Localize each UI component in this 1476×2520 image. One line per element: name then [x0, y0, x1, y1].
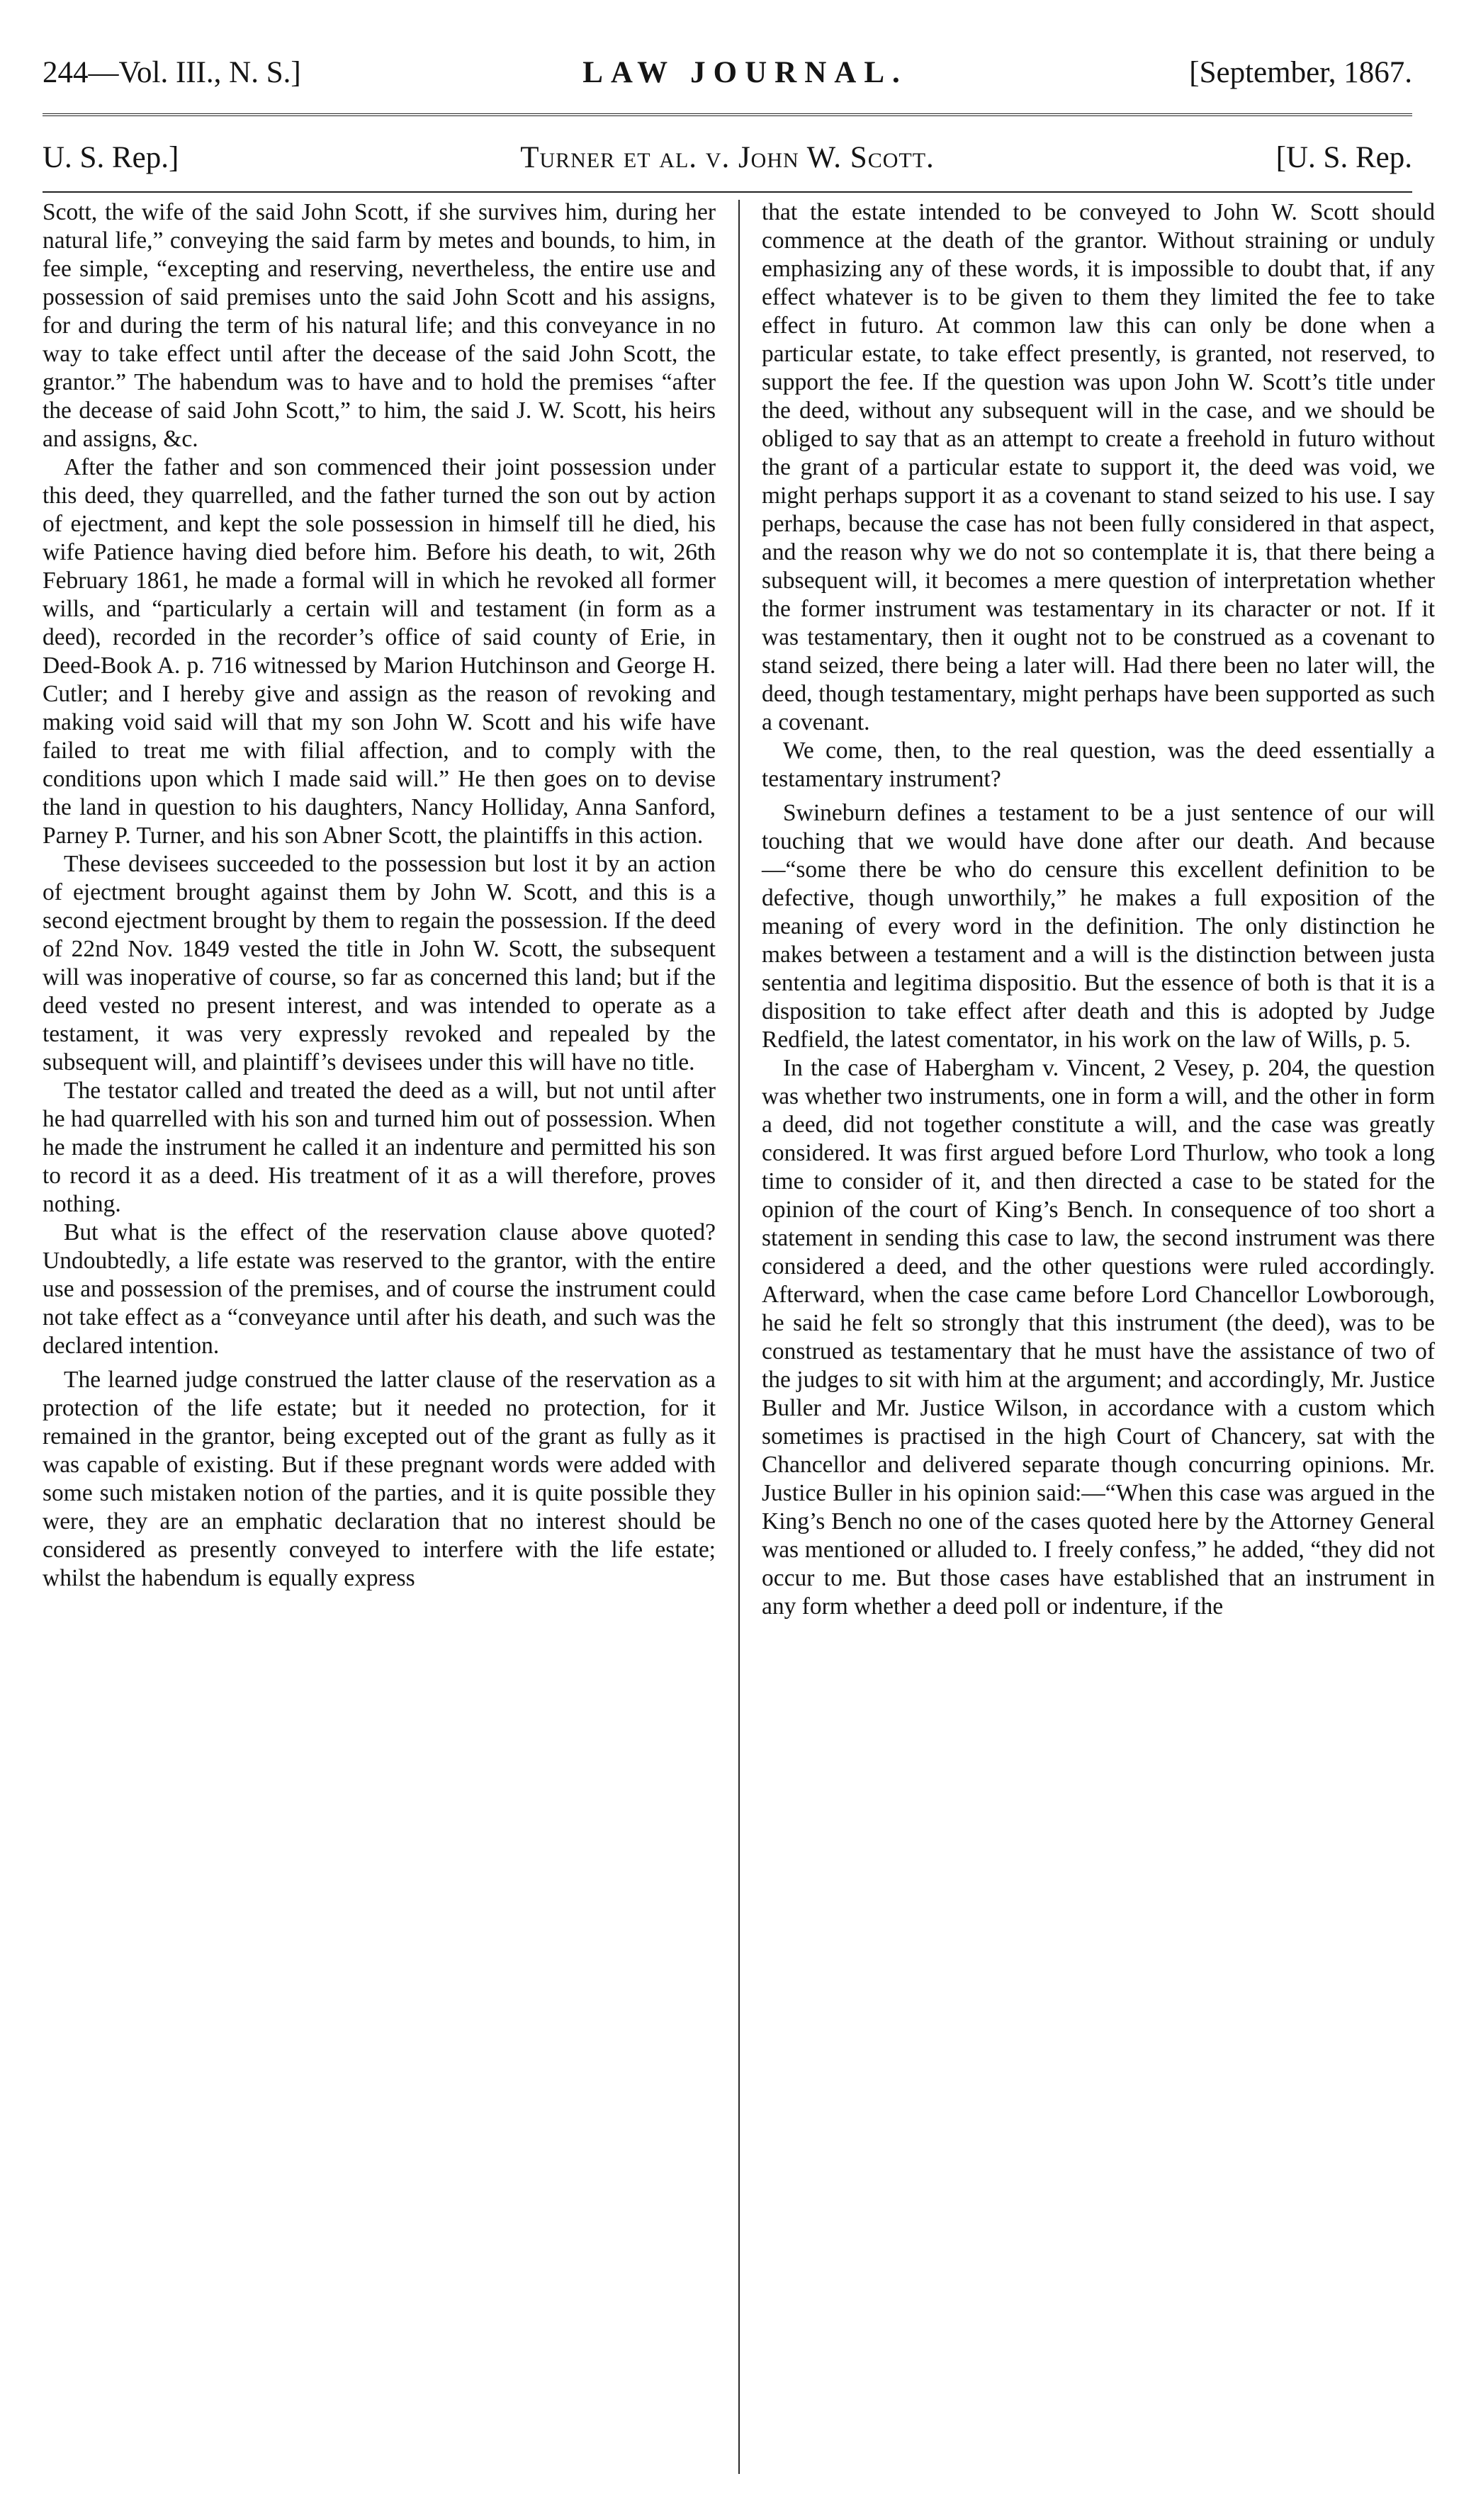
paragraph: Swineburn defines a testament to be a just sentence of our will touching that we would have done after our death. And because—“some there be who do censure this excellent definition to be defective, though unworthily,” he makes a full exposition of the meaning of every word in the definition. The only distinction he makes between a testament and a will is the distinction between justa sententia and legitima dispositio. But the essence of both is that it is a disposition to take effect after death and this is adopted by Judge Redfield, the latest comentator, in his work on the law of Wills, p. 5. [762, 800, 1435, 1053]
paragraph: After the father and son commenced their joint possession under this deed, they quarrelled, and the father turned the son out by action of ejectment, and kept the sole possession in himself till he died, his wife Patience having died before him. Before his death, to wit, 26th February 1861, he made a formal will in which he revoked all former wills, and “particularly a certain will and testament (in form as a deed), recorded in the recorder’s office of said county of Erie, in Deed-Book A. p. 716 witnessed by Marion Hutchinson and George H. Cutler; and I hereby give and assign as the reason of revoking and making void said will that my son John W. Scott and his wife have failed to treat me with filial affection, and to comply with the conditions upon which I made said will.” He then goes on to devise the land in question to his daughters, Nancy Holliday, Anna Sanford, Parney P. Turner, and his son Abner Scott, the plaintiffs in this action. [43, 454, 716, 849]
paragraph: The learned judge construed the latter clause of the reservation as a protection of the life estate; but it needed no protection, for it remained in the grantor, being excepted out of the grant as fully as it was capable of existing. But if these pregnant words were added with some such mistaken notion of the parties, and it is quite possible they were, they are an emphatic declaration that no interest should be considered as presently conveyed to interfere with the life estate; whilst the habendum is equally express [43, 1367, 716, 1591]
paragraph: that the estate intended to be conveyed to John W. Scott should commence at the death of the grantor. Without straining or unduly emphasizing any of these words, it is impossible to doubt that, if any effect whatever is to be given to them they limited the fee to take effect in futuro. At common law this can only be done when a particular estate, to take effect presently, is granted, not reserved, to support the fee. If the question was upon John W. Scott’s title under the deed, without any subsequent will in the case, and we should be obliged to say that as an attempt to create a freehold in futuro without the grant of a particular estate to support it, the deed was void, we might perhaps support it as a covenant to stand seized to his use. I say perhaps, because the case has not been fully considered in that aspect, and the reason why we do not so contemplate it is, that there being a subsequent will, it becomes a mere question of interpretation whether the former instrument was testamentary in its character or not. If it was testamentary, then it ought not to be construed as a covenant to stand seized, there being a later will. Had there been no later will, the deed, though testamentary, might perhaps have been supported as such a covenant. [762, 199, 1435, 735]
running-head-rule [43, 191, 1412, 193]
issue-date: [September, 1867. [1189, 56, 1412, 89]
paragraph: But what is the effect of the reservation clause above quoted? Undoubtedly, a life estate was reserved to the grantor, with the entire use and possession of the premises, and of course the instrument could not take effect as a “conveyance until after his death, and such was the declared intention. [43, 1219, 716, 1359]
right-column [762, 198, 1435, 1621]
paragraph: We come, then, to the real question, was the deed essentially a testamentary instrument? [762, 738, 1435, 792]
report-left: U. S. Rep.] [43, 141, 179, 174]
page-reference: 244—Vol. III., N. S.] [43, 56, 301, 89]
column-divider [738, 200, 740, 2474]
paragraph: The testator called and treated the deed as a will, but not until after he had quarrelled with his son and turned him out of possession. When he made the instrument he called it an indenture and permitted his son to record it as a deed. His treatment of it as a will therefore, proves nothing. [43, 1078, 716, 1217]
journal-title: LAW JOURNAL. [582, 56, 908, 89]
case-title: Turner et al. v. John W. Scott. [520, 141, 935, 174]
left-column [43, 198, 716, 1593]
running-head [43, 140, 1412, 175]
paragraph: These devisees succeeded to the possession but lost it by an action of ejectment brought against them by John W. Scott, and this is a second ejectment brought by them to regain the possession. If the deed of 22nd Nov. 1849 vested the title in John W. Scott, the subsequent will was inoperative of course, so far as concerned this land; but if the deed vested no present interest, and was intended to operate as a testament, it was very expressly revoked and repealed by the subsequent will, and plaintiff’s devisees under this will have no title. [43, 851, 716, 1075]
page-header [43, 55, 1412, 90]
report-right: [U. S. Rep. [1275, 141, 1412, 174]
paragraph: Scott, the wife of the said John Scott, if she survives him, during her natural life,” conveying the said farm by metes and bounds, to him, in fee simple, “excepting and reserving, nevertheless, the entire use and possession of said premises unto the said John Scott and his assigns, for and during the term of his natural life; and this conveyance in no way to take effect until after the decease of the said John Scott, the grantor.” The habendum was to have and to hold the premises “after the decease of said John Scott,” to him, the said J. W. Scott, his heirs and assigns, &c. [43, 199, 716, 452]
header-rule [43, 113, 1412, 116]
paragraph: In the case of Habergham v. Vincent, 2 Vesey, p. 204, the question was whether two instruments, one in form a will, and the other in form a deed, did not together constitute a will, and the case was greatly considered. It was first argued before Lord Thurlow, who took a long time to consider of it, and then directed a case to be stated for the opinion of the court of King’s Bench. In consequence of too short a statement in sending this case to law, the second instrument was there considered a deed, and the other questions were ruled accordingly. Afterward, when the case came before Lord Chancellor Lowborough, he said he felt so strongly that this instrument (the deed), was to be construed as testamentary that he must have the assistance of two of the judges to sit with him at the argument; and accordingly, Mr. Justice Buller and Mr. Justice Wilson, in accordance with a custom which sometimes is practised in the high Court of Chancery, sat with the Chancellor and delivered separate though concurring opinions. Mr. Justice Buller in his opinion said:—“When this case was argued in the King’s Bench no one of the cases quoted here by the Attorney General was mentioned or alluded to. I freely confess,” he added, “they did not occur to me. But those cases have established that an instrument in any form whether a deed poll or indenture, if the [762, 1055, 1435, 1620]
